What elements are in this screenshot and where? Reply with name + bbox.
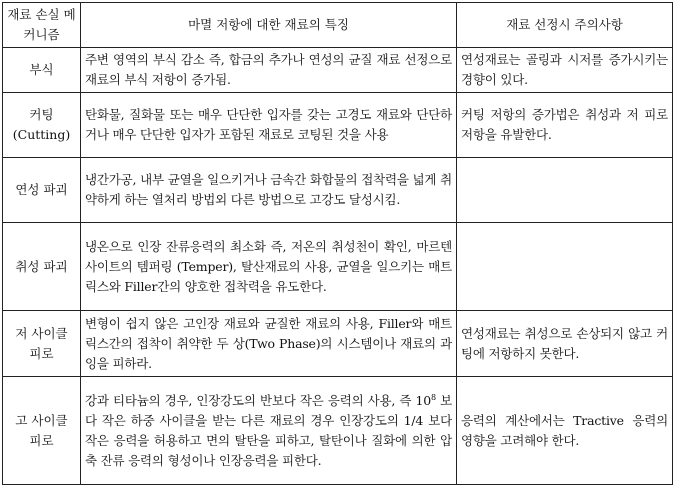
mechanism-sublabel: 피로: [29, 345, 54, 361]
mechanism-label: 연성 파괴: [15, 182, 68, 197]
header-caution: 재료 선정시 주의사항: [457, 3, 673, 48]
features-text-pre: 강과 티타늄의 경우, 인장강도의 반보다 작은 응력의 사용, 즉 10: [85, 392, 432, 408]
mechanism-cell: [3, 158, 81, 223]
caution-cell: 연성재료는 취성으로 손상되지 않고 커팅에 저항하지 못한다.: [457, 311, 673, 377]
mechanism-cell: [3, 93, 81, 158]
mechanism-cell: [3, 48, 81, 93]
caution-cell: 응력의 계산에서는 Tractive 응력의 영향을 고려해야 한다.: [457, 377, 673, 485]
features-cell: 변형이 쉽지 않은 고인장 재료와 균질한 재료의 사용, Filler와 매트릭스간의 접착이 취약한 두 상(Two Phase)의 시스템이나 재료의 과잉을 피하라.: [81, 311, 457, 377]
features-cell: 주변 영역의 부식 감소 즉, 합금의 추가나 연성의 균질 재료 선정으로 재료의 부식 저항이 증가됨.: [81, 48, 457, 93]
mechanism-cell: [3, 377, 81, 485]
features-exponent: 8: [431, 392, 436, 402]
mechanism-label: 커팅: [29, 107, 54, 122]
features-text-post: 보다 작은 하중 사이클을 받는 다른 재료의 경우 인장강도의 1/4 보다 작은 응력을 허용하고 면의 탈탄을 피하고, 탈탄이나 질화에 의한 압축 잔류 응력의 형성이나 인장응력을 피한다.: [85, 392, 452, 468]
caution-cell: 연성재료는 골링과 시저를 증가시키는 경향이 있다.: [457, 48, 673, 93]
mechanism-label: 고 사이클: [15, 412, 68, 428]
mechanism-label: 부식: [29, 62, 54, 77]
mechanism-cell: [3, 311, 81, 377]
features-cell: [81, 377, 457, 485]
mechanism-sublabel: 피로: [29, 432, 54, 448]
table-row: [3, 158, 673, 223]
header-row: [3, 3, 673, 48]
features-cell: 냉온으로 인장 잔류응력의 최소화 즉, 저온의 취성천이 확인, 마르텐사이트의 템퍼링 (Temper), 탈산재료의 사용, 균열을 일으키는 매트릭스와 Filler간의 양호한 접착력을 유도한다.: [81, 223, 457, 311]
table-row: [3, 223, 673, 311]
features-cell: 탄화물, 질화물 또는 매우 단단한 입자를 갖는 고경도 재료와 단단하거나 매우 단단한 입자가 포함된 재료로 코팅된 것을 사용: [81, 93, 457, 158]
mechanism-label: 취성 파괴: [15, 258, 68, 274]
caution-cell: 커팅 저항의 증가법은 취성과 저 피로저항을 유발한다.: [457, 93, 673, 158]
caution-cell: [457, 158, 673, 223]
table-row: [3, 311, 673, 377]
material-loss-table: [2, 2, 673, 485]
mechanism-cell: [3, 223, 81, 311]
caution-cell: [457, 223, 673, 311]
table-row: [3, 93, 673, 158]
header-features: 마멸 저항에 대한 재료의 특징: [81, 3, 457, 48]
features-cell: 냉간가공, 내부 균열을 일으키거나 금속간 화합물의 접착력을 넓게 취약하게 하는 열처리 방법외 다른 방법으로 고강도 달성시킴.: [81, 158, 457, 223]
table-row: [3, 377, 673, 485]
mechanism-sublabel: (Cutting): [12, 127, 71, 142]
header-mechanism: 재료 손실 메커니즘: [3, 3, 81, 48]
mechanism-label: 저 사이클: [15, 325, 68, 341]
table-row: [3, 48, 673, 93]
